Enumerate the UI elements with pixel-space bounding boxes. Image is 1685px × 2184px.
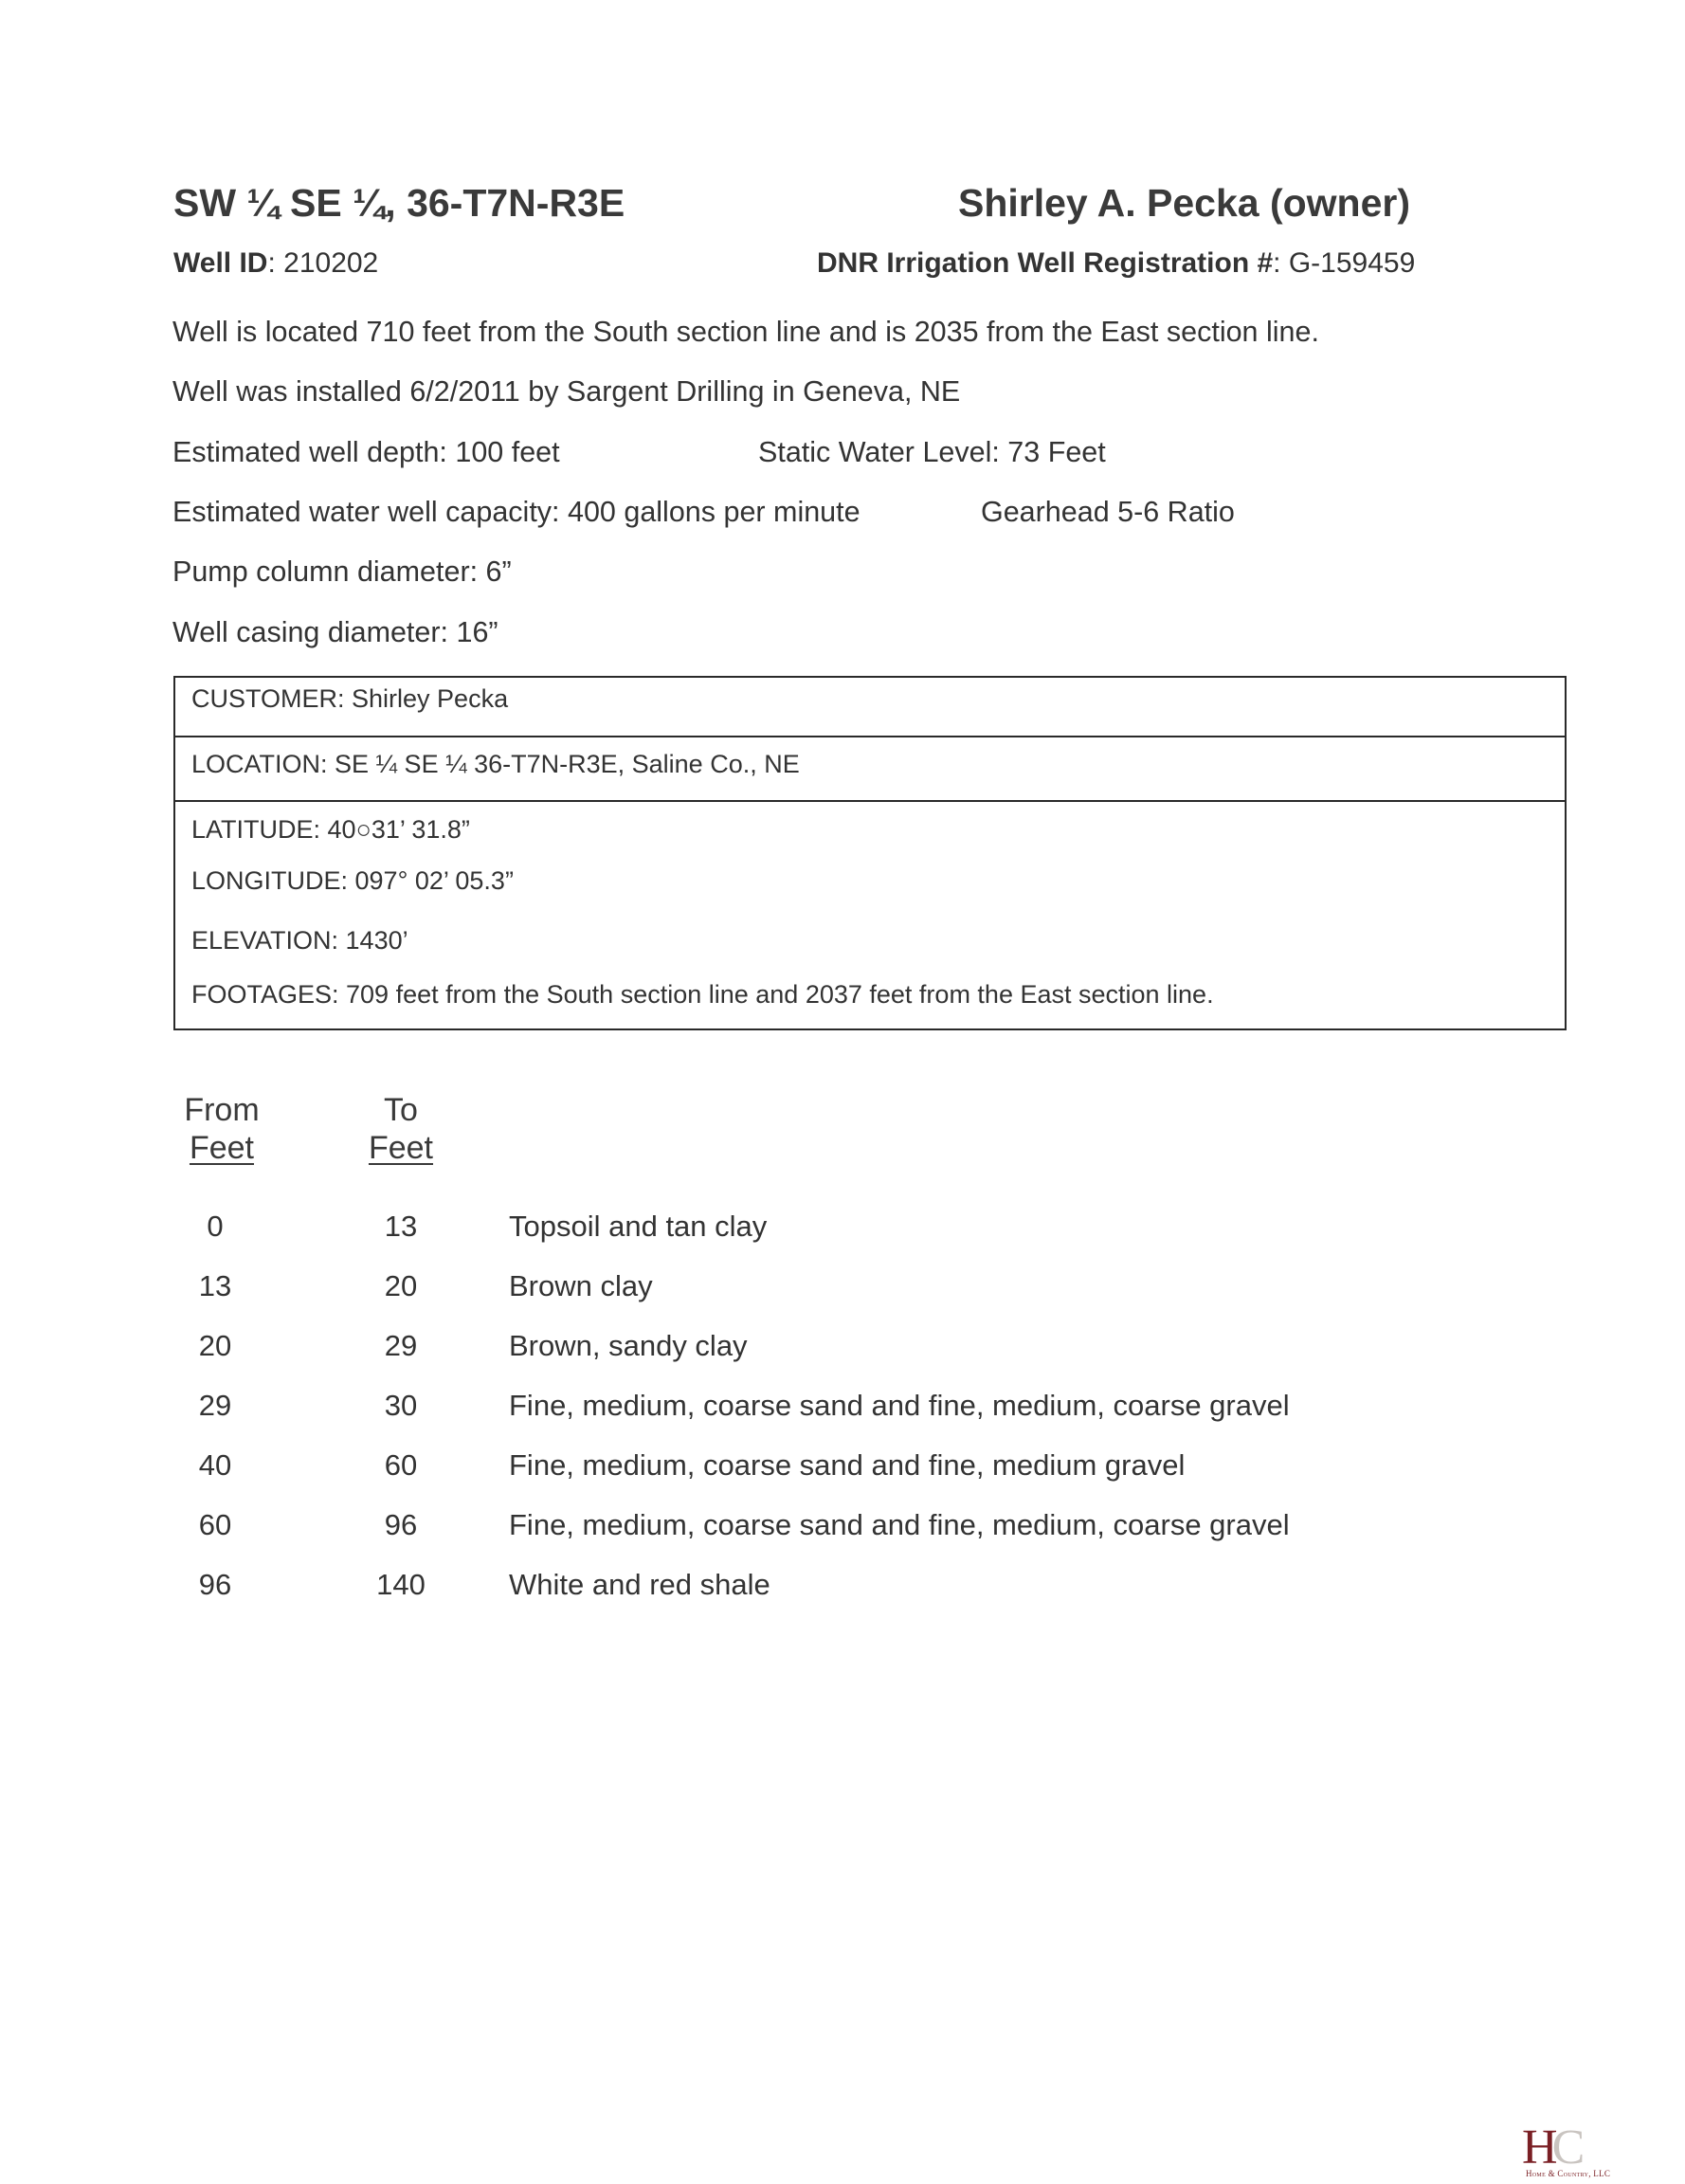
registration-value: : G-159459 — [1273, 247, 1416, 279]
installation-line: Well was installed 6/2/2011 by Sargent Drilling in Geneva, NE — [172, 375, 961, 408]
row-from: 29 — [198, 1389, 232, 1422]
row-description: Brown, sandy clay — [509, 1329, 748, 1362]
logo-company-name: Home & Country, LLC — [1526, 2169, 1611, 2178]
row-description: White and red shale — [509, 1568, 770, 1601]
row-to: 96 — [384, 1508, 418, 1541]
row-from: 40 — [198, 1448, 232, 1482]
well-depth: Estimated well depth: 100 feet — [172, 436, 560, 468]
registration-label: DNR Irrigation Well Registration # — [817, 247, 1274, 279]
to-feet-header — [344, 1094, 458, 1164]
row-description: Fine, medium, coarse sand and fine, medium, coarse gravel — [509, 1508, 1290, 1541]
footages-field: FOOTAGES: 709 feet from the South section line and 2037 feet from the East section line. — [191, 980, 1214, 1009]
from-header-top: From — [184, 1092, 260, 1128]
box-divider — [175, 736, 1565, 737]
well-capacity: Estimated water well capacity: 400 gallons per minute — [172, 496, 861, 528]
row-from: 13 — [198, 1269, 232, 1302]
from-header-bottom: Feet — [189, 1130, 255, 1166]
legal-description-title: SW ¼ SE ¼, 36-T7N-R3E — [173, 181, 625, 225]
customer-info-box — [173, 676, 1567, 1030]
pump-column-diameter: Pump column diameter: 6” — [172, 555, 512, 588]
row-description: Fine, medium, coarse sand and fine, medium, coarse gravel — [509, 1389, 1290, 1422]
row-from: 0 — [207, 1210, 224, 1243]
owner-name: Shirley A. Pecka (owner) — [958, 181, 1410, 225]
row-to: 30 — [384, 1389, 418, 1422]
row-to: 29 — [384, 1329, 418, 1362]
well-id-value: : 210202 — [267, 247, 379, 279]
row-to: 60 — [384, 1448, 418, 1482]
row-to: 140 — [376, 1568, 426, 1601]
latitude-field: LATITUDE: 40○31’ 31.8” — [191, 815, 470, 844]
casing-diameter: Well casing diameter: 16” — [172, 616, 498, 648]
logo-letter-c: C — [1551, 2120, 1585, 2175]
well-location-line: Well is located 710 feet from the South section line and is 2035 from the East section line. — [172, 316, 1319, 348]
row-description: Brown clay — [509, 1269, 653, 1302]
from-feet-header — [165, 1094, 279, 1164]
row-from: 20 — [198, 1329, 232, 1362]
home-country-logo — [1522, 2120, 1585, 2175]
location-field: LOCATION: SE ¼ SE ¼ 36-T7N-R3E, Saline Co., NE — [191, 750, 800, 778]
registration-number — [817, 249, 1415, 278]
longitude-field: LONGITUDE: 097° 02’ 05.3” — [191, 866, 514, 895]
to-header-top: To — [384, 1092, 418, 1128]
to-header-bottom: Feet — [368, 1130, 434, 1166]
row-to: 13 — [384, 1210, 418, 1243]
well-id — [173, 249, 378, 278]
static-water-level: Static Water Level: 73 Feet — [758, 436, 1106, 468]
gearhead-ratio: Gearhead 5-6 Ratio — [981, 496, 1235, 528]
row-description: Fine, medium, coarse sand and fine, medium gravel — [509, 1448, 1186, 1482]
row-from: 96 — [198, 1568, 232, 1601]
well-id-label: Well ID — [173, 247, 268, 279]
logo-letter-h: H — [1522, 2120, 1558, 2175]
row-description: Topsoil and tan clay — [509, 1210, 768, 1243]
elevation-field: ELEVATION: 1430’ — [191, 926, 408, 955]
customer-field: CUSTOMER: Shirley Pecka — [191, 684, 509, 713]
row-to: 20 — [384, 1269, 418, 1302]
box-divider — [175, 800, 1565, 802]
row-from: 60 — [198, 1508, 232, 1541]
